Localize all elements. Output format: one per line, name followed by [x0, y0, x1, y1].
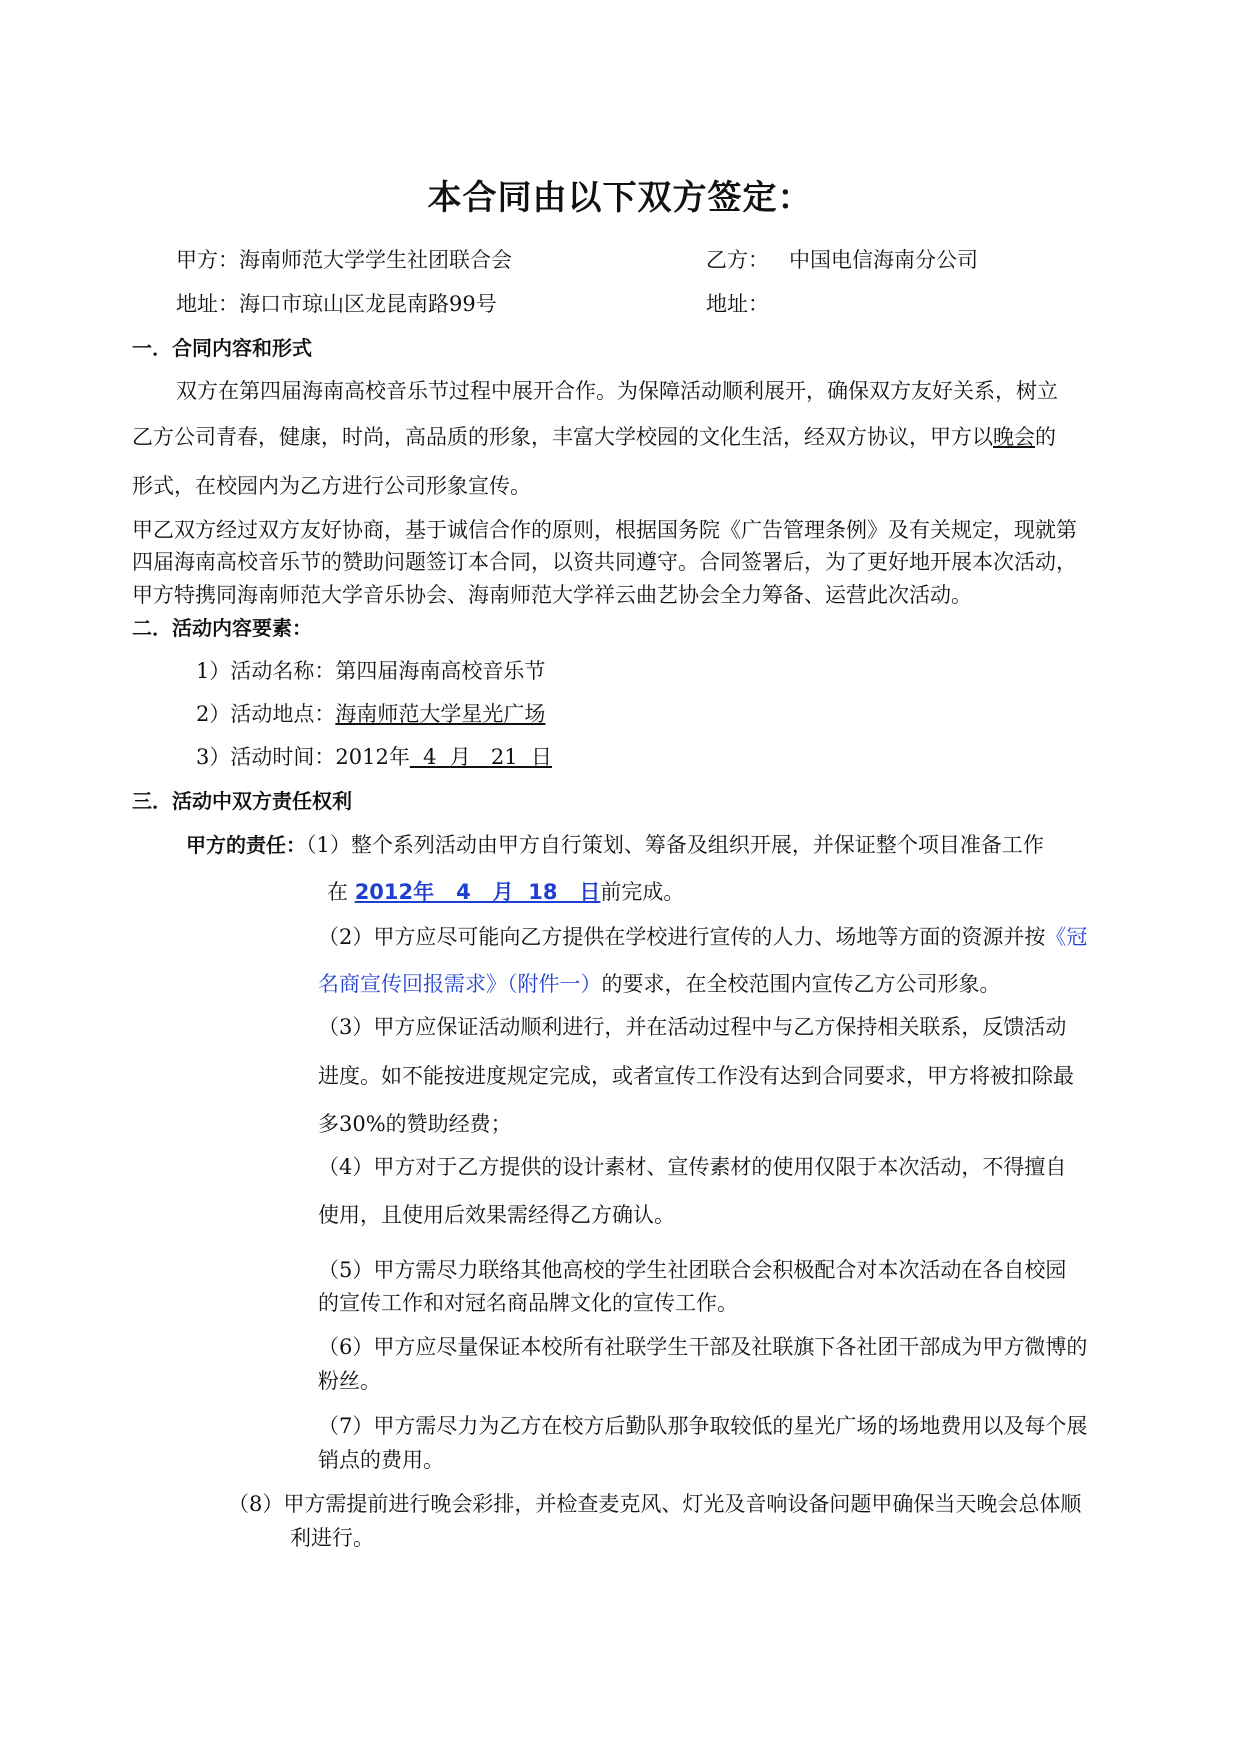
duty-6-line-1: （6）甲方应尽量保证本校所有社联学生干部及社联旗下各社团干部成为甲方微博的 [318, 1335, 1088, 1359]
party-a-address-label: 地址： [176, 292, 239, 316]
section-1-p1-line-1: 双方在第四届海南高校音乐节过程中展开合作。为保障活动顺利展开，确保双方友好关系，树立 [176, 379, 1058, 403]
party-b-label: 乙方： [706, 248, 769, 272]
duty-7-line-1: （7）甲方需尽力为乙方在校方后勤队那争取较低的星光广场的场地费用以及每个展 [318, 1414, 1088, 1438]
deadline-date: 2012年 4 月 18 日 [354, 880, 601, 904]
activity-time-year: 2012年 [335, 745, 410, 769]
attachment-reference: 名商宣传回报需求》（附件一） [318, 972, 602, 996]
section-1-p2-line-1: 甲乙双方经过双方友好协商，基于诚信合作的原则，根据国务院《广告管理条例》及有关规定，现就第 [132, 518, 1077, 542]
duty-1-line-2: 在 2012年 4 月 18 日前完成。 [327, 880, 685, 904]
attachment-reference-start: 《冠 [1045, 925, 1088, 949]
section-1-heading: 一．合同内容和形式 [132, 336, 312, 360]
duty-6-line-2: 粉丝。 [318, 1369, 381, 1393]
page-title: 本合同由以下双方签定： [427, 178, 813, 218]
duty-7-line-2: 销点的费用。 [318, 1448, 444, 1472]
party-a-name: 海南师范大学学生社团联合会 [239, 248, 512, 272]
activity-name-value: 第四届海南高校音乐节 [335, 659, 546, 683]
section-1-p1-line-3: 形式，在校园内为乙方进行公司形象宣传。 [132, 474, 531, 498]
party-a-address: 海口市琼山区龙昆南路99号 [239, 292, 497, 316]
party-a-duties-label: 甲方的责任： [186, 833, 306, 857]
duty-2-line-2: 名商宣传回报需求》（附件一）的要求，在全校范围内宣传乙方公司形象。 [318, 972, 1001, 996]
activity-location-value: 海南师范大学星光广场 [335, 702, 546, 726]
duty-8-line-2: 利进行。 [290, 1526, 374, 1550]
party-b-line [706, 246, 978, 274]
party-b-address-label: 地址： [706, 292, 769, 316]
activity-name-item: 1）活动名称：第四届海南高校音乐节 [196, 659, 546, 683]
duty-5-line-2: 的宣传工作和对冠名商品牌文化的宣传工作。 [318, 1291, 738, 1315]
party-a-label: 甲方： [176, 248, 239, 272]
party-b-name: 中国电信海南分公司 [789, 248, 979, 272]
party-a-line [176, 246, 512, 274]
section-1-p2-line-3: 甲方特携同海南师范大学音乐协会、海南师范大学祥云曲艺协会全力筹备、运营此次活动。 [132, 583, 972, 607]
duty-1-line-1: 甲方的责任：（1）整个系列活动由甲方自行策划、筹备及组织开展，并保证整个项目准备工作 [186, 833, 1044, 857]
party-a-address-line [176, 290, 497, 318]
duty-5-line-1: （5）甲方需尽力联络其他高校的学生社团联合会积极配合对本次活动在各自校园 [318, 1258, 1067, 1282]
duty-3-line-3: 多30%的赞助经费； [318, 1112, 512, 1136]
activity-time-date: 4 月 21 日 [409, 745, 552, 769]
section-1-p2-line-2: 四届海南高校音乐节的赞助问题签订本合同，以资共同遵守。合同签署后，为了更好地开展本次活动， [132, 550, 1077, 574]
duty-8-line-1: （8）甲方需提前进行晚会彩排，并检查麦克风、灯光及音响设备问题甲确保当天晚会总体顺 [228, 1492, 1082, 1516]
evening-show-term: 晚会 [993, 425, 1035, 449]
duty-4-line-2: 使用，且使用后效果需经得乙方确认。 [318, 1203, 675, 1227]
party-b-address-line [706, 290, 769, 318]
duty-3-line-1: （3）甲方应保证活动顺利进行，并在活动过程中与乙方保持相关联系，反馈活动 [318, 1015, 1067, 1039]
activity-location-item: 2）活动地点：海南师范大学星光广场 [196, 702, 546, 726]
partner-associations: 海南师范大学音乐协会、海南师范大学祥云曲艺协会 [237, 583, 720, 607]
duty-4-line-1: （4）甲方对于乙方提供的设计素材、宣传素材的使用仅限于本次活动，不得擅自 [318, 1155, 1067, 1179]
section-1-p1-line-2: 乙方公司青春，健康，时尚，高品质的形象，丰富大学校园的文化生活，经双方协议，甲方以晚会的 [132, 425, 1056, 449]
section-3-heading: 三．活动中双方责任权利 [132, 789, 352, 813]
activity-time-item: 3）活动时间：2012年 4 月 21 日 [196, 745, 552, 769]
section-2-heading: 二．活动内容要素： [132, 616, 312, 640]
duty-2-line-1: （2）甲方应尽可能向乙方提供在学校进行宣传的人力、场地等方面的资源并按《冠 [318, 925, 1088, 949]
duty-3-line-2: 进度。如不能按进度规定完成，或者宣传工作没有达到合同要求，甲方将被扣除最 [318, 1064, 1074, 1088]
